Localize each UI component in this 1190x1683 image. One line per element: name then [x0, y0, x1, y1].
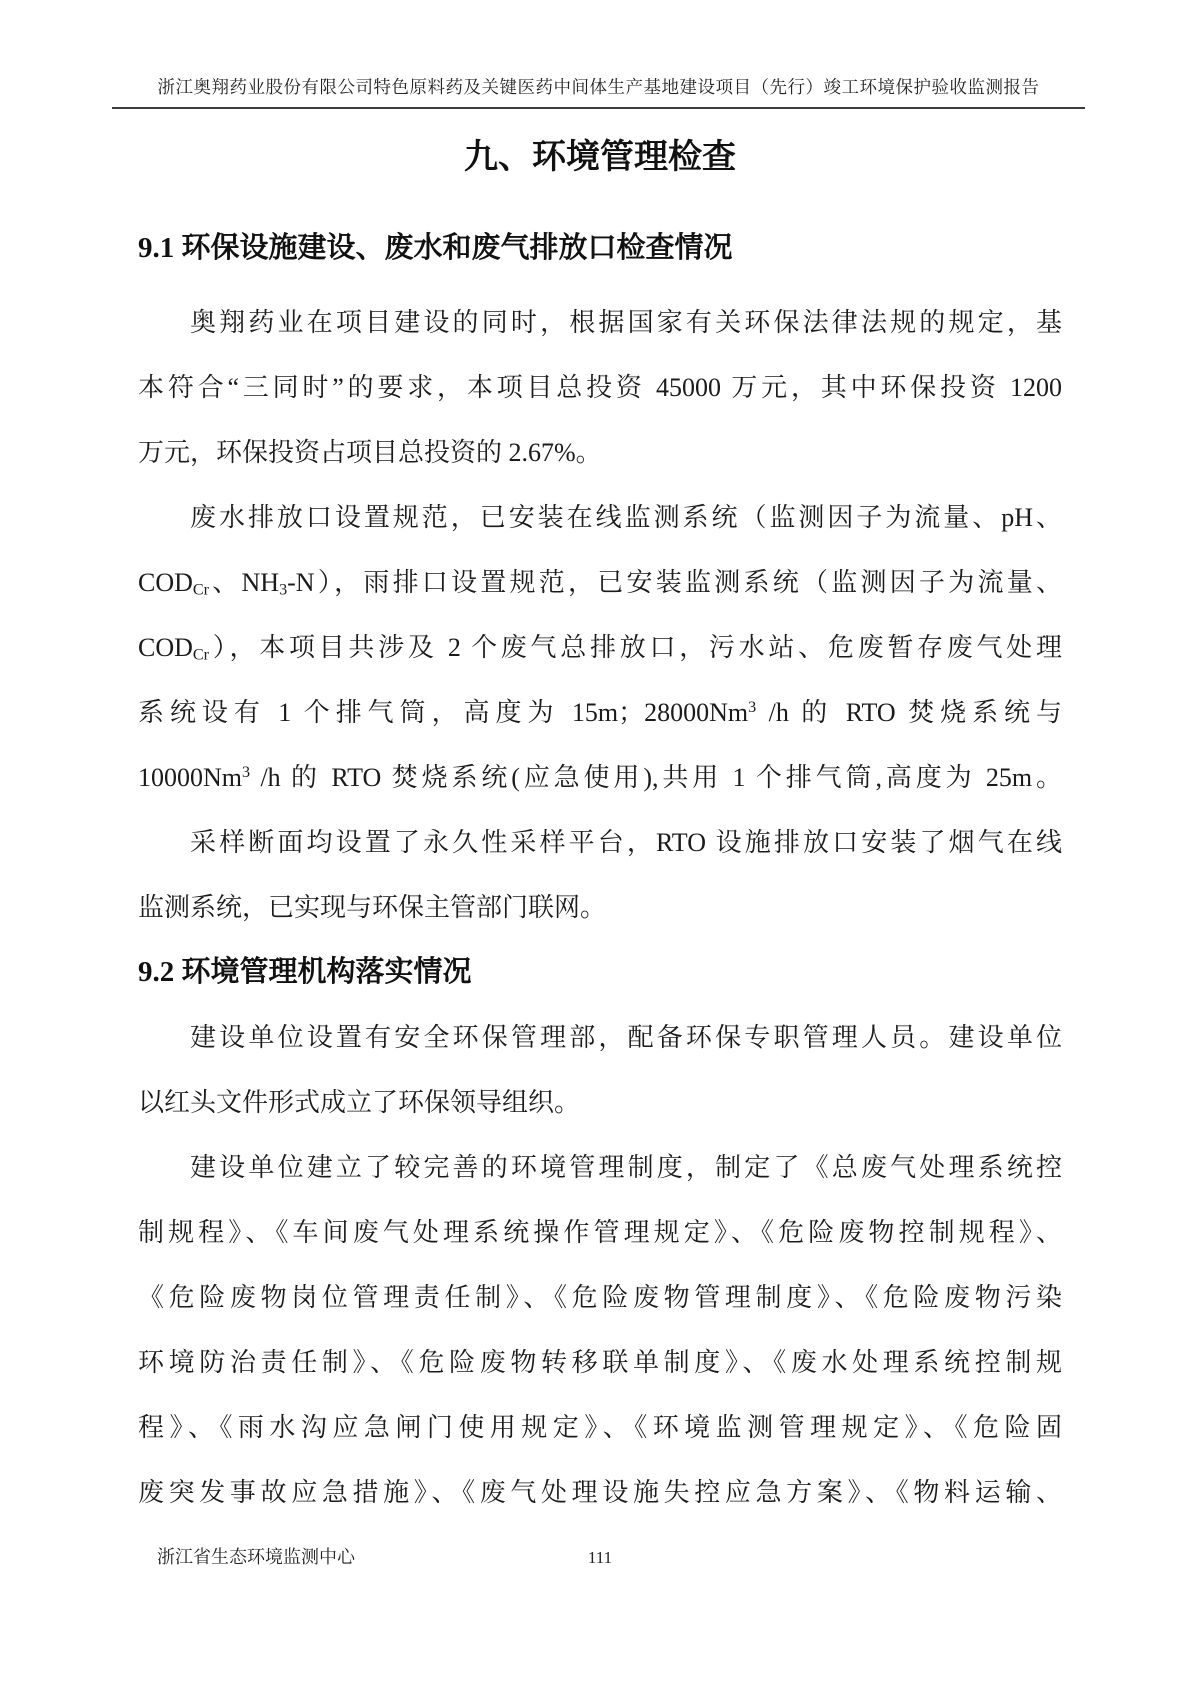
text-segment: 采样断面均设置了永久性采样平台，RTO 设施排放口安装了烟气在线: [190, 828, 1062, 857]
text-segment: -N），雨排口设置规范，已安装监测系统（监测因子为流量、: [287, 568, 1063, 597]
text-line: [138, 290, 1062, 355]
text-segment: 奥翔药业在项目建设的同时，根据国家有关环保法律法规的规定，基: [190, 308, 1062, 337]
text-segment: 程》、《雨水沟应急闸门使用规定》、《环境监测管理规定》、《危险固: [138, 1413, 1062, 1442]
text-line: [138, 550, 1062, 615]
text-segment: 3: [242, 764, 251, 782]
text-segment: 环境防治责任制》、《危险废物转移联单制度》、《废水处理系统控制规: [138, 1348, 1062, 1377]
text-line: [138, 745, 1062, 810]
text-segment: 废突发事故应急措施》、《废气处理设施失控应急方案》、《物料运输、: [138, 1478, 1062, 1507]
text-segment: 制规程》、《车间废气处理系统操作管理规定》、《危险废物控制规程》、: [138, 1218, 1062, 1247]
text-line: [138, 810, 1062, 875]
paragraph: [138, 810, 1062, 940]
text-line: [138, 1460, 1062, 1525]
paragraph: [138, 485, 1062, 810]
page-header: 浙江奥翔药业股份有限公司特色原料药及关键医药中间体生产基地建设项目（先行）竣工环境保护验收监测报告: [112, 75, 1085, 109]
paragraph: [138, 290, 1062, 485]
text-line: [138, 1265, 1062, 1330]
text-line: [138, 1200, 1062, 1265]
text-line: [138, 1070, 1062, 1135]
text-segment: 10000Nm: [138, 763, 242, 792]
text-segment: COD: [138, 633, 193, 662]
text-line: [138, 420, 1062, 485]
page-number: 111: [587, 1548, 613, 1567]
text-segment: /h 的 RTO 焚烧系统与: [756, 698, 1062, 727]
text-line: [138, 875, 1062, 940]
text-segment: 废水排放口设置规范，已安装在线监测系统（监测因子为流量、pH、: [190, 503, 1062, 532]
section-heading: 9.1 环保设施建设、废水和废气排放口检查情况: [138, 232, 733, 264]
text-segment: Cr: [192, 581, 210, 599]
text-segment: /h 的 RTO 焚烧系统(应急使用),共用 1 个排气筒,高度为 25m。: [250, 763, 1062, 792]
text-segment: 建设单位设置有安全环保管理部，配备环保专职管理人员。建设单位: [190, 1023, 1062, 1052]
text-line: [138, 355, 1062, 420]
text-segment: 监测系统，已实现与环保主管部门联网。: [138, 893, 607, 922]
text-segment: COD: [138, 568, 193, 597]
text-line: [138, 1005, 1062, 1070]
text-line: [138, 615, 1062, 680]
text-segment: 建设单位建立了较完善的环境管理制度，制定了《总废气处理系统控: [190, 1153, 1062, 1182]
text-segment: 、NH: [209, 568, 280, 597]
text-line: [138, 485, 1062, 550]
text-segment: 万元，环保投资占项目总投资的 2.67%。: [138, 438, 602, 467]
text-line: [138, 1330, 1062, 1395]
text-segment: 以红头文件形式成立了环保领导组织。: [138, 1088, 581, 1117]
text-line: [138, 680, 1062, 745]
text-segment: 系统设有 1 个排气筒，高度为 15m；28000Nm: [138, 698, 749, 727]
text-segment: Cr: [192, 646, 210, 664]
page-title: 九、环境管理检查: [464, 139, 736, 176]
footer-organization: 浙江省生态环境监测中心: [157, 1547, 355, 1567]
text-segment: 本符合“三同时”的要求，本项目总投资 45000 万元，其中环保投资 1200: [138, 373, 1062, 402]
section-heading: 9.2 环境管理机构落实情况: [138, 956, 472, 988]
paragraph: [138, 1135, 1062, 1525]
text-segment: 3: [279, 581, 288, 599]
text-line: [138, 1135, 1062, 1200]
text-line: [138, 1395, 1062, 1460]
text-segment: ），本项目共涉及 2 个废气总排放口，污水站、危废暂存废气处理: [209, 633, 1062, 662]
text-segment: 《危险废物岗位管理责任制》、《危险废物管理制度》、《危险废物污染: [138, 1283, 1062, 1312]
paragraph: [138, 1005, 1062, 1135]
text-segment: 3: [748, 699, 757, 717]
document-body: [138, 180, 1062, 1525]
